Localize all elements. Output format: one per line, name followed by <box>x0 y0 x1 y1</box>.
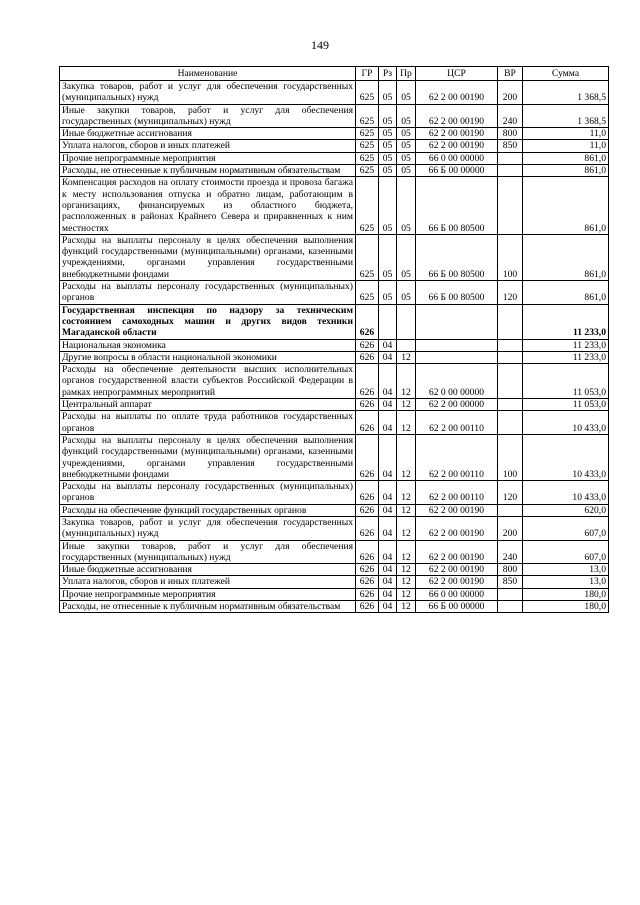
cell-csr: 62 2 00 00190 <box>416 540 498 564</box>
cell-vr: 100 <box>498 234 523 280</box>
cell-name: Иные закупки товаров, работ и услуг для обеспечения государственных (муниципальных) нужд <box>60 540 356 564</box>
cell-pr: 12 <box>397 540 416 564</box>
cell-vr: 850 <box>498 140 523 152</box>
cell-vr: 120 <box>498 281 523 305</box>
cell-name: Центральный аппарат <box>60 399 356 411</box>
cell-name: Закупка товаров, работ и услуг для обеспечения государственных (муниципальных) нужд <box>60 81 356 105</box>
cell-gr: 626 <box>356 540 379 564</box>
cell-vr <box>498 177 523 234</box>
cell-gr: 625 <box>356 81 379 105</box>
cell-vr <box>498 351 523 363</box>
header-pr: Пр <box>397 67 416 81</box>
cell-vr <box>498 165 523 177</box>
header-sum: Сумма <box>523 67 609 81</box>
cell-sum: 180,0 <box>523 601 609 613</box>
header-row <box>60 67 609 81</box>
cell-pr: 12 <box>397 504 416 516</box>
cell-csr <box>416 351 498 363</box>
cell-gr: 626 <box>356 364 379 399</box>
cell-name: Расходы на выплаты персоналу государственных (муниципальных) органов <box>60 481 356 505</box>
cell-sum: 13,0 <box>523 576 609 588</box>
cell-rz: 05 <box>379 165 397 177</box>
cell-rz: 04 <box>379 399 397 411</box>
cell-csr: 66 Б 00 80500 <box>416 177 498 234</box>
table-row <box>60 128 609 140</box>
cell-rz: 04 <box>379 339 397 351</box>
table-row <box>60 516 609 540</box>
cell-gr: 626 <box>356 516 379 540</box>
table-row <box>60 364 609 399</box>
cell-sum: 861,0 <box>523 281 609 305</box>
cell-pr: 05 <box>397 104 416 128</box>
cell-csr: 62 2 00 00000 <box>416 399 498 411</box>
header-csr: ЦСР <box>416 67 498 81</box>
cell-csr: 66 Б 00 80500 <box>416 234 498 280</box>
cell-vr: 240 <box>498 540 523 564</box>
cell-rz: 05 <box>379 234 397 280</box>
cell-name: Компенсация расходов на оплату стоимости проезда и провоза багажа к месту использования отпуска и обратно лицам, работающим в организациях, финансируемых из областного бюджета, расположенных в районах Крайнего Севера и приравненных к ним местностях <box>60 177 356 234</box>
cell-name: Расходы, не отнесенные к публичным нормативным обязательствам <box>60 165 356 177</box>
cell-gr: 626 <box>356 399 379 411</box>
cell-vr <box>498 152 523 164</box>
cell-pr: 05 <box>397 128 416 140</box>
cell-name: Расходы на обеспечение функций государственных органов <box>60 504 356 516</box>
cell-rz: 05 <box>379 152 397 164</box>
cell-rz: 04 <box>379 351 397 363</box>
cell-gr: 625 <box>356 177 379 234</box>
table-row <box>60 177 609 234</box>
cell-sum: 11 053,0 <box>523 364 609 399</box>
table-row <box>60 140 609 152</box>
cell-pr: 12 <box>397 411 416 435</box>
cell-gr: 626 <box>356 601 379 613</box>
cell-sum: 10 433,0 <box>523 434 609 480</box>
cell-vr <box>498 364 523 399</box>
table-row <box>60 234 609 280</box>
cell-pr: 05 <box>397 140 416 152</box>
cell-gr: 626 <box>356 564 379 576</box>
cell-csr <box>416 339 498 351</box>
cell-rz: 05 <box>379 281 397 305</box>
cell-name: Закупка товаров, работ и услуг для обеспечения государственных (муниципальных) нужд <box>60 516 356 540</box>
cell-vr: 800 <box>498 564 523 576</box>
cell-pr: 12 <box>397 576 416 588</box>
cell-pr: 05 <box>397 234 416 280</box>
cell-gr: 625 <box>356 234 379 280</box>
cell-pr: 12 <box>397 516 416 540</box>
table-row <box>60 540 609 564</box>
budget-table <box>59 66 609 613</box>
cell-sum: 10 433,0 <box>523 481 609 505</box>
cell-vr <box>498 304 523 339</box>
cell-csr: 62 2 00 00190 <box>416 140 498 152</box>
cell-name: Иные закупки товаров, работ и услуг для обеспечения государственных (муниципальных) нужд <box>60 104 356 128</box>
cell-csr: 66 Б 00 00000 <box>416 601 498 613</box>
cell-csr: 62 2 00 00110 <box>416 481 498 505</box>
cell-sum: 620,0 <box>523 504 609 516</box>
cell-csr: 62 2 00 00190 <box>416 516 498 540</box>
cell-rz: 05 <box>379 177 397 234</box>
cell-name: Расходы на выплаты персоналу в целях обеспечения выполнения функций государственными (муниципальными) органами, казенными учреждениями, органами управления государственными внебюджетными фондами <box>60 234 356 280</box>
table-row <box>60 81 609 105</box>
cell-vr: 100 <box>498 434 523 480</box>
cell-pr: 12 <box>397 364 416 399</box>
table-row <box>60 576 609 588</box>
cell-rz: 04 <box>379 601 397 613</box>
cell-csr: 62 2 00 00190 <box>416 128 498 140</box>
cell-rz: 04 <box>379 540 397 564</box>
cell-gr: 625 <box>356 104 379 128</box>
cell-gr: 626 <box>356 588 379 600</box>
cell-gr: 626 <box>356 351 379 363</box>
cell-rz: 04 <box>379 564 397 576</box>
cell-pr: 05 <box>397 152 416 164</box>
cell-sum: 11 053,0 <box>523 399 609 411</box>
table-row <box>60 434 609 480</box>
table-body <box>60 81 609 613</box>
table-row <box>60 281 609 305</box>
table-row <box>60 152 609 164</box>
cell-csr: 66 0 00 00000 <box>416 588 498 600</box>
cell-vr: 800 <box>498 128 523 140</box>
cell-vr <box>498 411 523 435</box>
cell-name: Прочие непрограммные мероприятия <box>60 588 356 600</box>
cell-gr: 626 <box>356 304 379 339</box>
cell-gr: 625 <box>356 165 379 177</box>
cell-csr: 62 2 00 00110 <box>416 411 498 435</box>
table-row <box>60 481 609 505</box>
cell-sum: 11,0 <box>523 140 609 152</box>
cell-rz: 05 <box>379 81 397 105</box>
table-row <box>60 351 609 363</box>
cell-gr: 626 <box>356 481 379 505</box>
cell-pr: 12 <box>397 399 416 411</box>
cell-sum: 861,0 <box>523 165 609 177</box>
cell-vr: 200 <box>498 516 523 540</box>
header-name: Наименование <box>60 67 356 81</box>
cell-vr <box>498 504 523 516</box>
cell-gr: 626 <box>356 576 379 588</box>
cell-pr: 05 <box>397 177 416 234</box>
cell-rz: 04 <box>379 364 397 399</box>
table-row <box>60 504 609 516</box>
table-row <box>60 304 609 339</box>
cell-csr <box>416 304 498 339</box>
cell-vr <box>498 588 523 600</box>
cell-name: Прочие непрограммные мероприятия <box>60 152 356 164</box>
cell-csr: 62 0 00 00000 <box>416 364 498 399</box>
cell-vr <box>498 399 523 411</box>
table-row <box>60 339 609 351</box>
cell-rz: 05 <box>379 104 397 128</box>
cell-pr <box>397 339 416 351</box>
cell-name: Расходы, не отнесенные к публичным нормативным обязательствам <box>60 601 356 613</box>
cell-csr: 62 2 00 00190 <box>416 576 498 588</box>
cell-sum: 10 433,0 <box>523 411 609 435</box>
cell-pr: 12 <box>397 351 416 363</box>
table-row <box>60 399 609 411</box>
cell-pr: 12 <box>397 564 416 576</box>
table-row <box>60 588 609 600</box>
cell-name: Расходы на выплаты персоналу государственных (муниципальных) органов <box>60 281 356 305</box>
cell-rz: 04 <box>379 481 397 505</box>
cell-csr: 66 Б 00 00000 <box>416 165 498 177</box>
table-row <box>60 165 609 177</box>
cell-rz: 04 <box>379 411 397 435</box>
cell-pr: 12 <box>397 481 416 505</box>
cell-pr: 12 <box>397 601 416 613</box>
cell-csr: 62 2 00 00190 <box>416 104 498 128</box>
page-number: 149 <box>311 38 329 52</box>
cell-pr: 05 <box>397 281 416 305</box>
cell-sum: 1 368,5 <box>523 104 609 128</box>
cell-gr: 626 <box>356 504 379 516</box>
cell-name: Уплата налогов, сборов и иных платежей <box>60 576 356 588</box>
cell-rz: 04 <box>379 516 397 540</box>
cell-gr: 625 <box>356 281 379 305</box>
cell-csr: 66 Б 00 80500 <box>416 281 498 305</box>
cell-name: Иные бюджетные ассигнования <box>60 128 356 140</box>
cell-rz <box>379 304 397 339</box>
cell-name: Государственная инспекция по надзору за техническим состоянием самоходных машин и других видов техники Магаданской области <box>60 304 356 339</box>
cell-pr: 12 <box>397 434 416 480</box>
cell-sum: 11 233,0 <box>523 339 609 351</box>
cell-rz: 04 <box>379 588 397 600</box>
cell-pr: 05 <box>397 81 416 105</box>
cell-vr: 120 <box>498 481 523 505</box>
cell-name: Другие вопросы в области национальной экономики <box>60 351 356 363</box>
cell-name: Расходы на выплаты по оплате труда работников государственных органов <box>60 411 356 435</box>
cell-vr: 240 <box>498 104 523 128</box>
cell-sum: 11 233,0 <box>523 351 609 363</box>
cell-csr: 62 2 00 00190 <box>416 564 498 576</box>
cell-gr: 626 <box>356 434 379 480</box>
cell-gr: 626 <box>356 339 379 351</box>
cell-sum: 607,0 <box>523 540 609 564</box>
cell-csr: 62 2 00 00110 <box>416 434 498 480</box>
cell-pr: 12 <box>397 588 416 600</box>
cell-vr: 850 <box>498 576 523 588</box>
cell-sum: 180,0 <box>523 588 609 600</box>
cell-pr: 05 <box>397 165 416 177</box>
table-row <box>60 104 609 128</box>
cell-csr: 66 0 00 00000 <box>416 152 498 164</box>
cell-rz: 04 <box>379 434 397 480</box>
cell-sum: 13,0 <box>523 564 609 576</box>
cell-rz: 04 <box>379 504 397 516</box>
cell-name: Национальная экономика <box>60 339 356 351</box>
header-gr: ГР <box>356 67 379 81</box>
cell-sum: 607,0 <box>523 516 609 540</box>
cell-sum: 1 368,5 <box>523 81 609 105</box>
cell-name: Расходы на обеспечение деятельности высших исполнительных органов государственной власти субъектов Российской Федерации в рамках непрограммных мероприятий <box>60 364 356 399</box>
cell-gr: 625 <box>356 152 379 164</box>
cell-sum: 861,0 <box>523 234 609 280</box>
table-row <box>60 411 609 435</box>
cell-sum: 11,0 <box>523 128 609 140</box>
cell-pr <box>397 304 416 339</box>
header-vr: ВР <box>498 67 523 81</box>
cell-gr: 626 <box>356 411 379 435</box>
cell-sum: 11 233,0 <box>523 304 609 339</box>
cell-vr <box>498 339 523 351</box>
cell-rz: 05 <box>379 140 397 152</box>
cell-gr: 625 <box>356 128 379 140</box>
cell-vr: 200 <box>498 81 523 105</box>
cell-csr: 62 2 00 00190 <box>416 504 498 516</box>
cell-sum: 861,0 <box>523 152 609 164</box>
header-rz: Рз <box>379 67 397 81</box>
table-row <box>60 601 609 613</box>
cell-rz: 05 <box>379 128 397 140</box>
cell-gr: 625 <box>356 140 379 152</box>
cell-name: Расходы на выплаты персоналу в целях обеспечения выполнения функций государственными (муниципальными) органами, казенными учреждениями, органами управления государственными внебюджетными фондами <box>60 434 356 480</box>
cell-name: Иные бюджетные ассигнования <box>60 564 356 576</box>
cell-sum: 861,0 <box>523 177 609 234</box>
cell-rz: 04 <box>379 576 397 588</box>
cell-csr: 62 2 00 00190 <box>416 81 498 105</box>
table-header <box>60 67 609 81</box>
cell-name: Уплата налогов, сборов и иных платежей <box>60 140 356 152</box>
table-row <box>60 564 609 576</box>
cell-vr <box>498 601 523 613</box>
